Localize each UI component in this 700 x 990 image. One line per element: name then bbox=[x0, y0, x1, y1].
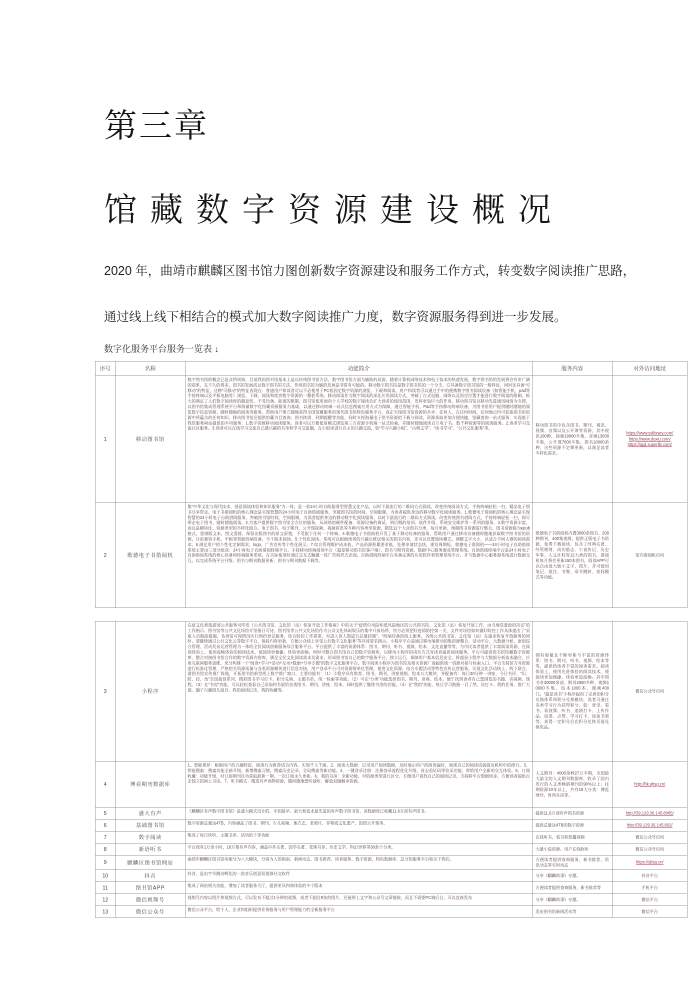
table-row bbox=[95, 843, 687, 855]
access-address-text: 微信平台 bbox=[641, 897, 658, 902]
column-header: 序号 bbox=[95, 361, 115, 376]
access-address-cell bbox=[612, 894, 687, 906]
function-intro-cell: 《麒麟区有声数字图书馆》是盛大模式设计的，中国最早、最大和技术最先进的有声数字图书馆，该数据库已收藏11.6万部有声图书。 bbox=[185, 807, 532, 819]
chapter-heading: 第三章 bbox=[104, 107, 209, 144]
access-address-cell bbox=[612, 906, 687, 918]
access-address-cell bbox=[612, 831, 687, 843]
access-address-cell bbox=[612, 855, 687, 870]
service-content-cell: 在线听书、看书和热播视频 bbox=[532, 831, 612, 843]
access-address-text: 微信平台 bbox=[641, 909, 658, 914]
function-intro-cell: 数字资源总量达4TB，内容涵盖了图书、期刊、少儿视频、地方志、老照片、非物质文化遗产、国图公开课等。 bbox=[185, 819, 532, 831]
table-caption: 数字化服务平台服务一览表 ↓ bbox=[104, 344, 220, 354]
function-intro-cell: 曲靖市麒麟区图书馆功能分为八大模块，分别为入馆指南、新闻动态、图书推荐、读者服务、数字资源、特色数据库、总分馆服务平台和关于我们。 bbox=[185, 855, 532, 870]
service-content-cell: 方便读者提供查询服务，新书推荐，资讯动态等实时动态 bbox=[532, 855, 612, 870]
service-table-part1 bbox=[95, 361, 688, 608]
function-intro-cell: 视频号内容以图片和视频方式，可以发布不超过1分钟的视频，或者不超过9张的图片，还能带上文字和公众号文章链接，而且不需要PC端后台，可以直接发布 bbox=[185, 894, 532, 906]
platform-name-cell: 新语听书 bbox=[115, 843, 185, 855]
function-intro-cell: 平台现有1万余小时，18万集有声内容，涵盖中外名著、国学名著、党建书单、历史文学、科幻世界等30余个分类。 bbox=[185, 843, 532, 855]
table-row bbox=[95, 819, 687, 831]
page-title: 馆藏数字资源建设概况 bbox=[104, 191, 564, 228]
table-row bbox=[95, 882, 687, 894]
service-content-cell: 提供总量达4TB的数字资源 bbox=[532, 819, 612, 831]
service-content-cell: 人文期刊：4000余种27万多期，全国最大最全的人文期刊数据库，收录了国内发行的人文类畅销期刊的90%以上；往期资源10年以上，共有15大分类：博览财经、时尚生活等。 bbox=[532, 761, 612, 807]
access-url-link[interactable]: http://bk.qltsg.cn/ bbox=[634, 781, 666, 787]
platform-name-cell: 数字阅读 bbox=[115, 831, 185, 843]
table-row bbox=[95, 906, 687, 918]
row-number-cell: 4 bbox=[95, 761, 115, 807]
row-number-cell: 9 bbox=[95, 855, 115, 870]
access-address-text: 馆内借阅机访问 bbox=[635, 552, 665, 558]
table-row bbox=[95, 761, 687, 807]
access-address-cell bbox=[612, 761, 687, 807]
row-number-cell: 7 bbox=[95, 831, 115, 843]
service-content-cell: 分享《麒麟故事》专题。 bbox=[532, 894, 612, 906]
function-intro-cell: 1、智能推荐：根据用户的兴趣特征，阅读行为推荐适合内容，实现千人千面。2、阅读大数据：记录用户阅读数据，及时展示用户的阅读偏好，展现自己的阅读成就值及机构中的排行。3、智能搜索：搜索功能全新升级，新增搜索习惯，搜索历史记录，全局搜索等新功能。4、一键登录注册：注册登录流程优化升级，省去验证码等验证功能，带给用户全新的交互体验。5、订阅收藏：功能升级，对订阅期刊自动获取最新一期，一次订阅永久更新。6、我的书房：全新功能，对资源类型进行区分，方便用户查找自己的阅读记录，支持跨平台数据同步，方便读者提供点击独立的网上书房。7、听书模式：精选有声读物资源，随时随地想听就听，解放双眼畅享资源。 bbox=[185, 761, 532, 807]
platform-name-cell: 微信公众号 bbox=[115, 906, 185, 918]
platform-name-cell: 移动图书馆 bbox=[115, 376, 185, 503]
access-address-cell bbox=[612, 807, 687, 819]
row-number-cell: 12 bbox=[95, 894, 115, 906]
function-intro-cell: 在疫文化和旅游部公共服务司印发《公共图书馆、文化馆（站）恢复开放工作指南》中的关于“疫情中风险和低风险地区的公共图书馆、文化馆（站）恢复开放工作，由当地党委政府决定”的工作指示。图书馆等公共文化场馆开馆指日可待，图书馆等公共文化场馆作为公众文化休闲娱乐的集中开放场所，馆方必须把好疫情防控第一关，文件对场馆如何做好防控工作具体提出了“采取人员限流措施，各场馆可视情况实行预约登记服务，结合防控工作需要，对进入馆人数进行总量控制”、“终端设备的线上服务，各级公共图书馆、文化馆（站）在逐步恢复开放服务的同时，要继续通过公共文化云等数字平台，保持内容更新，方便公众线上享受公共数字文化服务”等具体要求指示。小程序平台是通过移动端推动的集资源整合、活动平台、大数据分析、原创综合管理、活动发布运营管理为一体的全民阅读创新服务综合服务平台。平台提供了丰富的资源体系：图书、期刊、听书、视频、绘本、文化直播等等，为市民读者提供了丰富阅读资源，在阅读体验上，使用流畅体验的阅读技术，使阅读更便捷、体验更流畅。同时可整合图书馆自己的数字资源库，以移动小程序的岗位方式对读者提供阅读服务。平台可提供图书馆馆藏数字资源库、整合对接图书馆合作的数字资源内容库，满足全民文化阅读需求及需求，形成图书馆自己的数字服务平台，独立运行，保障用户基本信息安全。将超星小程序与大数据分析技术融合，应用互联网服务思维，充分构建一个“阅读+学习+活动+互动+数据+分享专题”的数字文化服务平台。数字阅读小程序为图书馆及相关资源厂商提供统一资源对接与检索入口。平台支持馆方对资源进行标准化管理，严格把关资源质量与各类资源模块进行信息对接，用户登录平台可对资源简单化管理，使用文化资源，结合专题活动等特色宣传运营服务。实现文化活动线上、线下联合，借图书馆宣传推广阵地，开拓图书馆新型线上数字推广窗口。主要功能有：（1）小程序具有推荐、图书、期刊、讲座视频、绘本五大模块，并配备有：每日30分钟一讲座、今日书评、“识、防、控、治”全国战役系列、精彩图书学习打卡、积分兑换、主题书单，统一检索等功能。（2）可在“分类”功能选择图书、期刊、讲座、绘本，便于找到读者自己想浏览的书籍、音视频、课程。（3）在“书房”功能，可以轻松查看自己添加到书架的各类图书、期刊、讲座、绘本，同时提供了继续书房的功能。（4）在“我的”功能，每日学习数据一目了然，设打卡、我的任务、推广大使、圈子兴趣班儿组目、我的阅读记录、我的收藏等。 bbox=[185, 621, 532, 761]
access-url-link[interactable]: https://qltsg.cn/ bbox=[635, 860, 664, 865]
table-row bbox=[95, 807, 687, 819]
platform-name-cell: 麒麟区图书馆网站 bbox=[115, 855, 185, 870]
column-header: 名称 bbox=[115, 361, 185, 376]
platform-name-cell: 小程序 bbox=[115, 621, 185, 761]
row-number-cell: 5 bbox=[95, 807, 115, 819]
platform-name-cell: 博看期刊数据库 bbox=[115, 761, 185, 807]
access-address-cell bbox=[612, 621, 687, 761]
row-number-cell: 2 bbox=[95, 503, 115, 608]
service-content-cell: 提供11.6万部有声图书资源 bbox=[532, 807, 612, 819]
table-row bbox=[95, 503, 687, 608]
access-url-link[interactable]: http://39.129.36.145:8085/ bbox=[625, 810, 674, 816]
access-address-text: 微信公众号访问 bbox=[635, 688, 665, 694]
table-row bbox=[95, 894, 687, 906]
service-content-cell: 大量小说资源。用户在线收听 bbox=[532, 843, 612, 855]
service-content-cell: 歌德电子书借阅机内置3000余图书、200种期刊、400集视频，提供正版电子书资源，免费下载阅读，包含了经典名著、经管理财、成功励志、小说传记、历史军事、人文社科等12大类的图书，借阅机每月将会更新150本图书，阅读APP可以自由放大缩小文字、图片，并可使用笔记、批注、书签、章节跳转、夜间模式等功能。 bbox=[532, 503, 612, 608]
row-number-cell: 6 bbox=[95, 819, 115, 831]
row-number-cell: 1 bbox=[95, 376, 115, 503]
table-header-row bbox=[95, 361, 687, 376]
row-number-cell: 10 bbox=[95, 870, 115, 882]
table-row bbox=[95, 621, 687, 761]
column-header: 功能简介 bbox=[185, 361, 532, 376]
row-number-cell: 13 bbox=[95, 906, 115, 918]
access-address-text: 微信公众号访问 bbox=[635, 846, 665, 852]
function-intro-cell: 集成了网站相关功能，增加了读者服务大厅，提供更具和谐体验的多个版本 bbox=[185, 882, 532, 894]
platform-name-cell: 盛大有声 bbox=[115, 807, 185, 819]
platform-name-cell: 微信视频号 bbox=[115, 894, 185, 906]
table-row bbox=[95, 870, 687, 882]
service-content-cell: 分享《麒麟故事》专题。 bbox=[532, 870, 612, 882]
service-content-cell: 方便读者提供查询服务，新书推荐等 bbox=[532, 882, 612, 894]
access-address-cell bbox=[612, 870, 687, 882]
platform-name-cell: 基础图书馆 bbox=[115, 819, 185, 831]
platform-name-cell: 歌德电子书借阅机 bbox=[115, 503, 185, 608]
platform-name-cell: 图书馆APP bbox=[115, 882, 185, 894]
service-table-area bbox=[95, 361, 689, 921]
access-address-text: 手机平台 bbox=[641, 885, 658, 890]
access-address-cell bbox=[612, 819, 687, 831]
access-address-cell bbox=[612, 376, 687, 503]
row-number-cell: 3 bbox=[95, 621, 115, 761]
function-intro-cell: 数字图书馆的概念已是众所周知，目前我国图书馆基本上是以传统图书馆方法，数字图书馆方面为辅助的局面，随着计算机网络技术和电子技术的快速发展，数字图书馆的发展将会有更广阔的前景，在不久的将来，图书馆发展成以数字图书馆方法，传统图书馆为辅的发展是非常有可能的。移动数字图书馆是数字图书馆的一个分支，它具备数字图书馆的一般特征，同时还具备“可移动”的特征，这种“可移动”的特征表现在：普通用户和读者可以不必使用于PC机固定数字资源的浏览、下载和阅读，用户和读者可以通过手中的便携数字图书阅读设备（如智能手机、pad等手持终端以及平板电脑等）浏览、下载、阅读和欣赏数字资源的一整套系统。移动阅读作为数字阅读的深化应用阅读方式，突破了台式电脑、网络以及固定位置才能进行数字阅读的限制，极大的满足了人们数字阅读时的随意性，不受设备、距离的限制，图书馆使用面向个人学校的数字阅读会扩大读者的使用范围，发挥更加巨大的作用。移动图书馆以移动先进通讯网络为支撑，以图书馆集成管理系统平台和海量数字化馆藏资源服务为基础，以通过移动终端一站式信息搜索应用方式为保障，通过智能手机、Pad等手持移动终端设备，为图书馆用户提供随时随地的阅览数字信息资源、随时随地的阅读等服务，帮助用户建立随地获得全国馆藏服务的现代图书馆特色服务平台，真正实现图书馆资源的共享：任何人，在任何时间，任何地点均可获取图书馆资源中所蕴含的任何知识。移动图书馆还提供馆藏书目查询、图书续借、到期提醒等功能，同时支持海量电子图书资源的下载与阅读，资源获取更加方便快捷，馆藏查询一站式服务，实现基于我馆服务网站提供的多项服务：1.数字资源移动阅读服务。读者可以方便使用模式浏览第三方资源手机端一站式检索，并随时随地阅读百万电子书、数千种资源等的阅读服务。2.读者学习交流社区服务。3.读者可以在线学习交流自己感兴趣的书单和学习交流圈，在小组里进行自主的兴趣交流，如“学习兴趣小组”、“古典文学”、“读书学习”、“公共文化服务”等。 bbox=[185, 376, 532, 503]
service-content-cell: 拥有海量且不断更新与丰富的资源体系：图书、期刊、听书、视频、绘本等等，提供给读者丰富的阅读需求。阅读体验上，使用先进体验的阅读技术，使阅读更加便捷、体验更加流畅。其中图书有30000余部、期刊2000多种、视频10000多集、绘本1000本、漫画400门。“超星读书”小程序提供了完善的积分兑换体系和积分兑换模块，读者可通过各类学习行为获得积分，如：登录、看书、看视频、听书、追剧打卡、上传作品、投票、点赞、学习打卡、添加书架等，获得一定积分后在积分兑换页面兑换奖品。 bbox=[532, 621, 612, 761]
function-intro-cell: 集成了每日快听、主题书单、活动的十等功能 bbox=[185, 831, 532, 843]
access-address-cell bbox=[612, 503, 687, 608]
access-address-text: 抖音平台 bbox=[641, 873, 658, 878]
access-url-link[interactable]: https://www.duxiu.com/ bbox=[628, 436, 671, 442]
access-address-text: 微信公众号访问 bbox=[635, 834, 665, 840]
service-table-part2 bbox=[95, 621, 688, 918]
access-url-link[interactable]: http://39.129.36.145:802/ bbox=[626, 822, 673, 828]
function-intro-cell: 微信公众平台，给个人、企业和组织提供业务服务与用户管理能力的全新服务平台 bbox=[185, 906, 532, 918]
service-content-cell: 移动图书馆中包含图书、期刊、视讯、视频、音频以及公开课等资源，其中视讯100种，视频19000多集，音频13000多集，公开课7000多集，图书10000余种，这些资源不定期更新，以满足读者多样化需求。 bbox=[532, 376, 612, 503]
column-header: 服务内容 bbox=[532, 361, 612, 376]
table-row bbox=[95, 855, 687, 870]
access-address-cell bbox=[612, 882, 687, 894]
function-intro-cell: 抖音，是由字节跳动孵化的一款音乐创意短视频社交软件 bbox=[185, 870, 532, 882]
page-break-gap bbox=[95, 608, 689, 621]
intro-paragraph-2: 通过线上线下相结合的模式加大数字阅读推广力度，数字资源服务得到进一步发展。 bbox=[104, 310, 567, 324]
platform-name-cell: 抖音 bbox=[115, 870, 185, 882]
function-intro-cell: 集“中华文化与现代技术、创意阅读体验和知识服务”为一体，是一款24小时自助服务型智慧文化产品，以时下最流行的二维码方式阅读，改变传统阅读方式，手持终端轻松一扫，精品电子图书尽享带走。电子书借阅机的核心理念是实现智慧的24小时电子自助借阅服务，突破图书馆的时间、空间限制，为读者提供身边的移动数字化阅读服务。1.歌德电子借阅机的核心理念是实现智慧的24小时电子自助借阅服务，突破图书馆时间、空间限制，为读者提供身边的移动数字化阅读服务，以时下最流行的二维码方式阅读，改变传统图书借阅方式，手持终端轻松一扫，即可带走电子图书，随时随地阅读。2.为客户提供数字图书馆全方位的服务，从网络的硬件配备、资源设备的调试、到后期的培训、软件升级、系统安全维护等一系列的服务。3.数字资源丰富，而且是模块化、资源类型的多样化组合。电子图书、电子期刊、公开课视频、视频资讯等多种内容类型资源，精选12个大众图书分类，每月更新，预制图书资源进行整合，图书资源都为epub格式，重排版文本，图文混排，保留出版图书的原文原貌，不受限于任何一个终端。4.歌德电子书借阅机开发了基于移动设备的服务，帮助用户通过移动设备随时随地获取数字图书馆的资源，目前兼容手机、平板等智能终端设备，多个版本阅读。5.个性化阅读。系统可以根据读者的兴趣点推送相关的图书内容，还可以设置阅读模式，调整文字大小，以适合不同人群的阅读需求。6.满足用户的个性化定制需求，logo、广告宣传等个性化展示。7.综合管理维护成本低，产品资源积累要求低，处理申请状态快，建设周期短。歌德电子借阅机——24小时电子自助借阅系统主要由三部分组成：24小时电子自助借阅终端平台、手持移动终端阅读平台（超星移动图书馆客户端）、图书与期刊资源、数据中心服务器及管理系统。自助借阅终端平台是24小时电子自助借阅系统的核心设备和终端服务系统，在实际使用时通过交互式触摸一体广告机形式出现。自助借阅终端平台具备完善的应用软件和管理系统平台，并与数据中心服务器系统进行数据交互，以完成系统平台升级、图书与期刊数据更新、图书与期刊数据下载等。 bbox=[185, 503, 532, 608]
service-content-cell: 发布图书馆新闻活动等 bbox=[532, 906, 612, 918]
row-number-cell: 8 bbox=[95, 843, 115, 855]
access-url-link[interactable]: https://www.sslibrary.com/ bbox=[626, 431, 674, 436]
column-header: 对外访问地址 bbox=[612, 361, 687, 376]
table-row bbox=[95, 376, 687, 503]
row-number-cell: 11 bbox=[95, 882, 115, 894]
intro-paragraph-1: 2020 年，曲靖市麒麟区图书馆力图创新数字资源建设和服务工作方式，转变数字阅读推广思路， bbox=[104, 264, 636, 278]
table-row bbox=[95, 831, 687, 843]
access-address-cell bbox=[612, 843, 687, 855]
access-url-link[interactable]: https://qjql.superlib.com/ bbox=[627, 442, 672, 448]
